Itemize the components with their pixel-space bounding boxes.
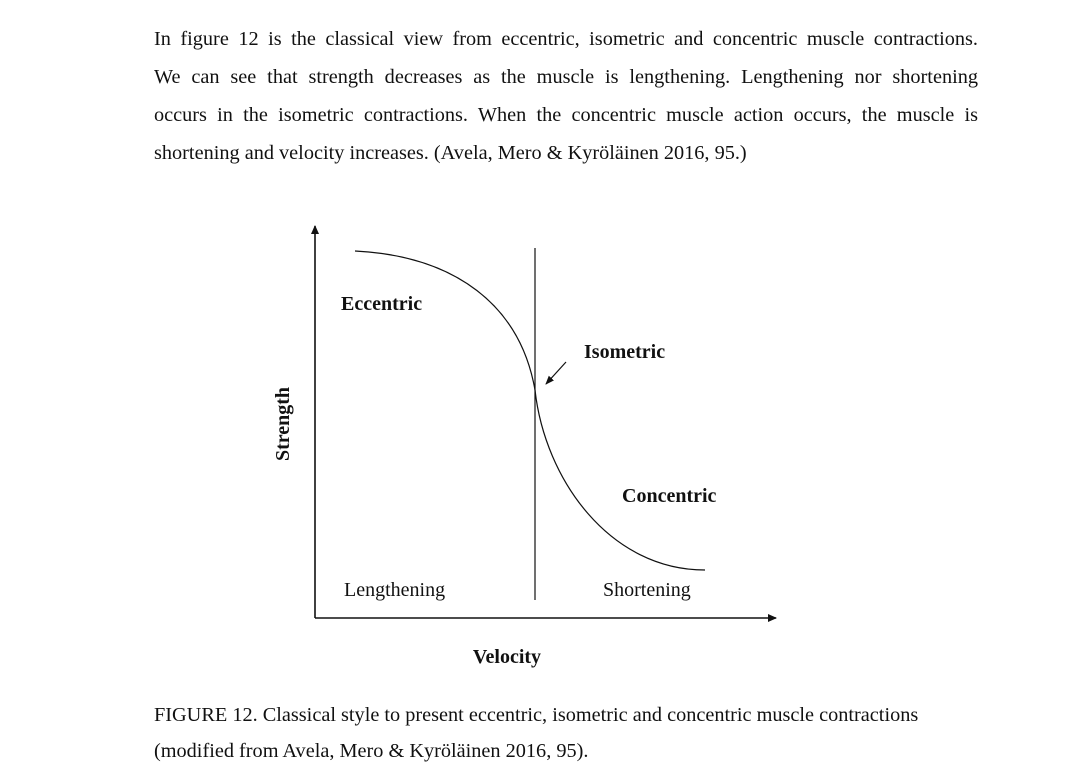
paragraph-line: We can see that strength decreases as the muscle is lengthening. Lengthening nor shortening (154, 66, 978, 88)
lengthening-label: Lengthening (344, 579, 446, 601)
concentric-label: Concentric (622, 485, 717, 507)
paragraph-line: occurs in the isometric contractions. When the concentric muscle action occurs, the muscle is (154, 104, 978, 126)
caption-line: (modified from Avela, Mero & Kyröläinen 2016, 95). (154, 740, 589, 762)
x-axis-title: Velocity (472, 646, 542, 668)
isometric-pointer-arrow (546, 362, 566, 384)
paragraph-line: In figure 12 is the classical view from eccentric, isometric and concentric muscle contractions. (154, 28, 978, 50)
isometric-label: Isometric (584, 341, 666, 363)
caption-line: FIGURE 12. Classical style to present eccentric, isometric and concentric muscle contractions (154, 704, 919, 726)
shortening-label: Shortening (603, 579, 691, 601)
paragraph-line: shortening and velocity increases. (Avela, Mero & Kyröläinen 2016, 95.) (154, 142, 747, 164)
y-axis-title: Strength (272, 386, 294, 462)
eccentric-label: Eccentric (341, 293, 423, 315)
figure-caption (154, 697, 984, 769)
